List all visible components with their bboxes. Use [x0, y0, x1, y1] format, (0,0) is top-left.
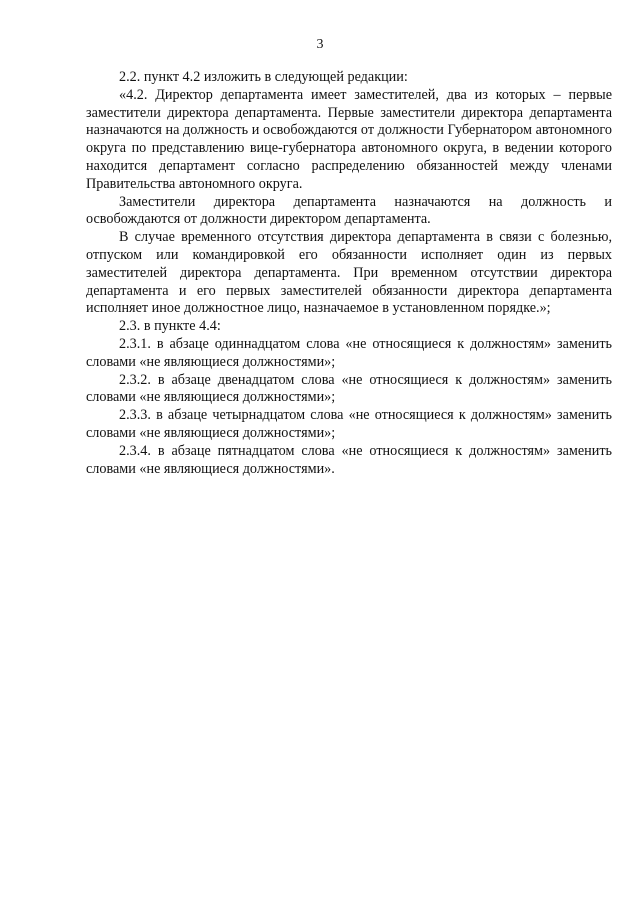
paragraph-temporary-absence: В случае временного отсутствия директора департамента в связи с болезнью, отпуском или командировкой его обязанности исполняет один из первых заместителей директора департамента. При временном отсутствии директора департамента и его первых заместителей обязанности директора департамента исполняет иное должностное лицо, назначаемое в установленном порядке.»;: [86, 229, 612, 317]
paragraph-2-2: 2.2. пункт 4.2 изложить в следующей редакции:: [119, 69, 408, 85]
page-number: 3: [316, 37, 324, 52]
paragraph-2-3-2: 2.3.2. в абзаце двенадцатом слова «не относящиеся к должностям» заменить словами «не являющиеся должностями»;: [86, 371, 612, 406]
paragraph-4-2-directors: «4.2. Директор департамента имеет заместителей, два из которых – первые заместители директора департамента. Первые заместители директора департамента назначаются на должность и освобождаются от должности Губернатором автономного округа по представлению вице-губернатора автономного округа, в ведении которого находится департамент согласно распределению обязанностей между членами Правительства автономного округа.: [86, 86, 612, 192]
paragraph-2-3-4: 2.3.4. в абзаце пятнадцатом слова «не относящиеся к должностям» заменить словами «не являющиеся должностями».: [86, 442, 612, 477]
paragraph-2-3: 2.3. в пункте 4.4:: [119, 318, 221, 335]
paragraph-2-3-1: 2.3.1. в абзаце одиннадцатом слова «не относящиеся к должностям» заменить словами «не являющиеся должностями»;: [86, 335, 612, 370]
document-body: [86, 69, 612, 478]
paragraph-deputies-appointment: Заместители директора департамента назначаются на должность и освобождаются от должности директором департамента.: [86, 193, 612, 228]
paragraph-2-3-3: 2.3.3. в абзаце четырнадцатом слова «не относящиеся к должностям» заменить словами «не являющиеся должностями»;: [86, 407, 612, 441]
